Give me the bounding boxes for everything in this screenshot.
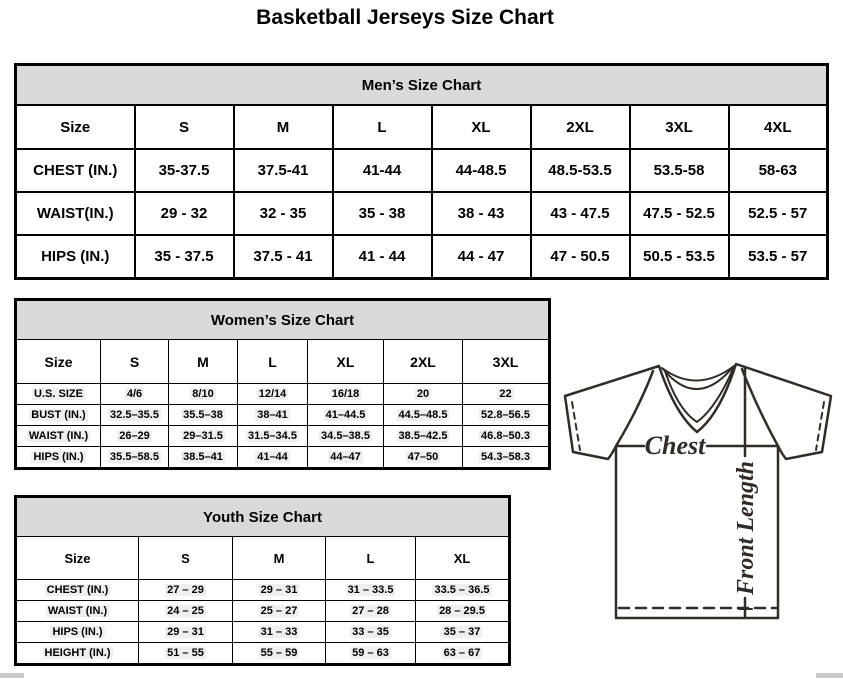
- row-label: [16, 622, 139, 643]
- column-header: 2XL: [531, 105, 630, 149]
- row-label-text: U.S. SIZE: [34, 388, 83, 400]
- value-text: 31.5–34.5: [248, 430, 297, 442]
- value-cell: [238, 426, 308, 447]
- value-cell: [384, 405, 463, 426]
- value-cell: 29 - 32: [135, 192, 234, 235]
- row-label: HIPS (IN.): [16, 235, 135, 279]
- column-header: M: [169, 340, 238, 384]
- table-row: [16, 643, 510, 665]
- value-text: 46.8–50.3: [481, 430, 530, 442]
- value-cell: 35-37.5: [135, 149, 234, 192]
- column-header: L: [326, 537, 416, 580]
- value-cell: 47 - 50.5: [531, 235, 630, 279]
- mens-size-table: [14, 63, 829, 280]
- value-text: 22: [499, 388, 512, 400]
- value-cell: [384, 384, 463, 405]
- column-header: 3XL: [463, 340, 550, 384]
- value-cell: 44 - 47: [432, 235, 531, 279]
- value-text: 31 – 33.5: [347, 584, 394, 596]
- value-cell: 35 - 37.5: [135, 235, 234, 279]
- table-title-row: [16, 65, 828, 106]
- collar-mid-curve: [663, 367, 733, 389]
- horizontal-scrollbar-left[interactable]: [0, 673, 24, 678]
- value-cell: 32 - 35: [234, 192, 333, 235]
- row-label: [16, 447, 101, 469]
- value-cell: 50.5 - 53.5: [630, 235, 729, 279]
- row-label: [16, 405, 101, 426]
- value-cell: 53.5-58: [630, 149, 729, 192]
- sleeve-hem-dashed-left: [572, 402, 580, 450]
- value-text: 31 – 33: [260, 626, 298, 638]
- table-row: [16, 426, 550, 447]
- column-header: Size: [16, 537, 139, 580]
- value-cell: [101, 405, 169, 426]
- table-title-row: [16, 300, 550, 340]
- value-cell: [169, 426, 238, 447]
- value-cell: [416, 643, 510, 665]
- value-cell: 44-48.5: [432, 149, 531, 192]
- row-label: [16, 580, 139, 601]
- value-text: 33.5 – 36.5: [434, 584, 490, 596]
- column-header: XL: [432, 105, 531, 149]
- value-text: 35.5–38: [183, 409, 223, 421]
- armhole-seam-right: [742, 369, 778, 446]
- table-row: [16, 384, 550, 405]
- value-cell: [139, 643, 233, 665]
- value-cell: 35 - 38: [333, 192, 432, 235]
- value-text: 59 – 63: [352, 647, 389, 659]
- value-text: 32.5–35.5: [110, 409, 159, 421]
- value-text: 29–31.5: [183, 430, 223, 442]
- value-text: 26–29: [119, 430, 150, 442]
- value-cell: [139, 601, 233, 622]
- value-text: 52.8–56.5: [481, 409, 530, 421]
- value-cell: [463, 384, 550, 405]
- column-header: XL: [416, 537, 510, 580]
- value-text: 51 – 55: [167, 647, 204, 659]
- value-text: 41–44: [257, 451, 288, 463]
- value-cell: 48.5-53.5: [531, 149, 630, 192]
- value-cell: 47.5 - 52.5: [630, 192, 729, 235]
- value-text: 55 – 59: [260, 647, 298, 659]
- column-header: L: [333, 105, 432, 149]
- value-cell: 37.5 - 41: [234, 235, 333, 279]
- column-header: L: [238, 340, 308, 384]
- table-row: [16, 447, 550, 469]
- size-header-row: [16, 105, 828, 149]
- value-text: 44.5–48.5: [398, 409, 448, 421]
- value-cell: [233, 601, 326, 622]
- horizontal-scrollbar-right[interactable]: [816, 673, 843, 678]
- size-header-row: [16, 537, 510, 580]
- value-cell: [233, 622, 326, 643]
- column-header: 3XL: [630, 105, 729, 149]
- page-title: Basketball Jerseys Size Chart: [256, 6, 554, 29]
- value-cell: [416, 601, 510, 622]
- value-cell: [308, 384, 384, 405]
- value-cell: [101, 384, 169, 405]
- value-text: 47–50: [407, 451, 439, 463]
- row-label: [16, 384, 101, 405]
- value-cell: [169, 384, 238, 405]
- column-header: S: [135, 105, 234, 149]
- row-label-text: HEIGHT (IN.): [44, 647, 111, 659]
- value-cell: [463, 405, 550, 426]
- value-text: 28 – 29.5: [439, 605, 485, 617]
- value-text: 44–47: [330, 451, 361, 463]
- size-header-row: [16, 340, 550, 384]
- row-label: WAIST(IN.): [16, 192, 135, 235]
- value-cell: [326, 580, 416, 601]
- value-text: 29 – 31: [260, 584, 298, 596]
- value-cell: [169, 405, 238, 426]
- value-text: 24 – 25: [167, 605, 204, 617]
- row-label-text: HIPS (IN.): [52, 626, 103, 638]
- youth-table-title: Youth Size Chart: [16, 497, 510, 537]
- column-header: Size: [16, 105, 135, 149]
- value-text: 35 – 37: [443, 626, 481, 638]
- column-header: M: [234, 105, 333, 149]
- row-label: CHEST (IN.): [16, 149, 135, 192]
- row-label-text: WAIST (IN.): [47, 605, 108, 617]
- row-label: [16, 601, 139, 622]
- column-header: XL: [308, 340, 384, 384]
- value-text: 38–41: [257, 409, 288, 421]
- value-cell: [169, 447, 238, 469]
- value-cell: 43 - 47.5: [531, 192, 630, 235]
- value-cell: 41 - 44: [333, 235, 432, 279]
- value-text: 33 – 35: [352, 626, 389, 638]
- value-cell: [139, 622, 233, 643]
- value-cell: 37.5-41: [234, 149, 333, 192]
- table-row: [16, 149, 828, 192]
- womens-size-table: [14, 298, 551, 470]
- value-cell: [463, 426, 550, 447]
- value-cell: [101, 426, 169, 447]
- table-row: [16, 622, 510, 643]
- value-text: 27 – 29: [167, 584, 204, 596]
- value-cell: [384, 426, 463, 447]
- value-text: 38.5–41: [183, 451, 223, 463]
- value-cell: [326, 622, 416, 643]
- value-text: 54.3–58.3: [481, 451, 530, 463]
- table-title-row: [16, 497, 510, 537]
- front-length-label: Front Length: [733, 460, 759, 596]
- table-row: [16, 601, 510, 622]
- value-cell: 53.5 - 57: [729, 235, 828, 279]
- value-cell: [238, 447, 308, 469]
- value-cell: [384, 447, 463, 469]
- row-label: [16, 643, 139, 665]
- mens-table-title: Men’s Size Chart: [16, 65, 828, 106]
- value-text: 34.5–38.5: [321, 430, 370, 442]
- column-header: S: [101, 340, 169, 384]
- value-text: 4/6: [126, 388, 143, 400]
- value-cell: [238, 384, 308, 405]
- value-text: 29 – 31: [167, 626, 204, 638]
- youth-size-table: [14, 495, 511, 666]
- column-header: 2XL: [384, 340, 463, 384]
- value-cell: 41-44: [333, 149, 432, 192]
- value-cell: [101, 447, 169, 469]
- jersey-measurement-diagram: [556, 360, 843, 630]
- value-cell: [463, 447, 550, 469]
- value-cell: [326, 643, 416, 665]
- value-text: 41–44.5: [325, 409, 366, 421]
- row-label-text: CHEST (IN.): [46, 584, 109, 596]
- row-label: [16, 426, 101, 447]
- value-text: 16/18: [331, 388, 360, 400]
- jersey-outline-shape: [565, 364, 831, 618]
- value-cell: [326, 601, 416, 622]
- table-row: [16, 405, 550, 426]
- womens-table-title: Women’s Size Chart: [16, 300, 550, 340]
- value-text: 38.5–42.5: [398, 430, 448, 442]
- column-header: M: [233, 537, 326, 580]
- value-cell: 58-63: [729, 149, 828, 192]
- row-label-text: HIPS (IN.): [33, 451, 84, 463]
- table-row: [16, 192, 828, 235]
- value-cell: [139, 580, 233, 601]
- value-text: 20: [416, 388, 430, 400]
- value-cell: [238, 405, 308, 426]
- table-row: [16, 580, 510, 601]
- value-text: 27 – 28: [352, 605, 389, 617]
- value-cell: [233, 580, 326, 601]
- row-label-text: BUST (IN.): [31, 409, 86, 421]
- table-row: [16, 235, 828, 279]
- value-text: 12/14: [258, 388, 287, 400]
- row-label-text: WAIST (IN.): [28, 430, 89, 442]
- value-cell: [233, 643, 326, 665]
- value-cell: 52.5 - 57: [729, 192, 828, 235]
- value-text: 63 – 67: [443, 647, 481, 659]
- value-cell: [308, 405, 384, 426]
- column-header: S: [139, 537, 233, 580]
- value-cell: [308, 426, 384, 447]
- value-text: 8/10: [192, 388, 214, 400]
- value-cell: 38 - 43: [432, 192, 531, 235]
- value-cell: [308, 447, 384, 469]
- column-header: 4XL: [729, 105, 828, 149]
- chest-label: Chest: [644, 431, 706, 460]
- value-text: 35.5–58.5: [110, 451, 159, 463]
- value-cell: [416, 622, 510, 643]
- value-cell: [416, 580, 510, 601]
- column-header: Size: [16, 340, 101, 384]
- value-text: 25 – 27: [260, 605, 298, 617]
